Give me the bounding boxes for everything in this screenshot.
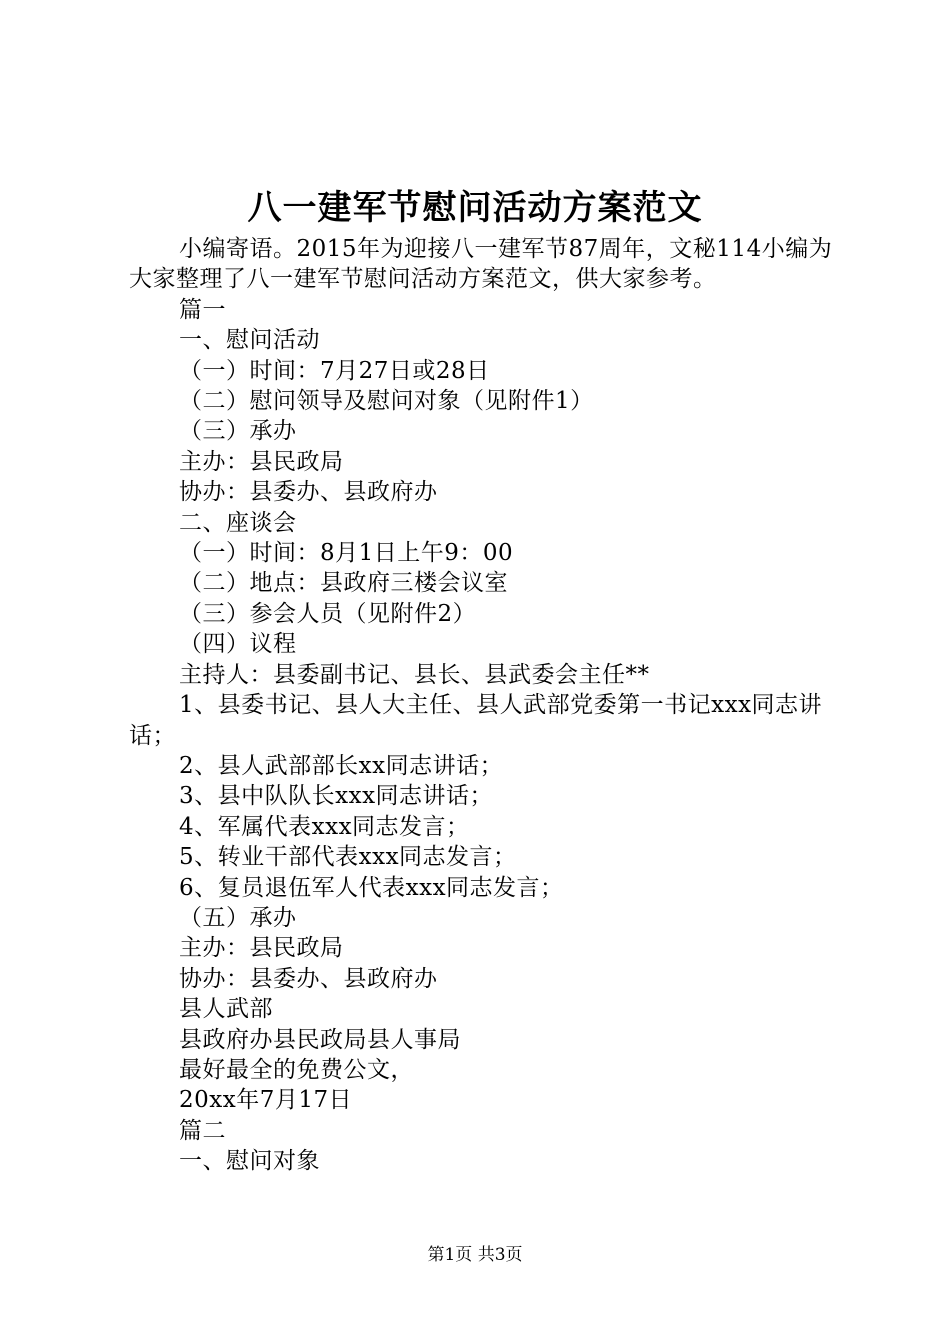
paragraph: 主办：县民政局 (179, 448, 344, 475)
document-body (129, 234, 835, 1177)
paragraph: 协办：县委办、县政府办 (179, 479, 438, 506)
paragraph: 主办：县民政局 (179, 935, 344, 962)
paragraph: 6、复员退伍军人代表xxx同志发言； (179, 874, 564, 901)
paragraph: （一）时间：7月27日或28日 (179, 357, 490, 384)
page-footer: 第1页 共3页 (427, 1245, 523, 1265)
paragraph: 5、转业干部代表xxx同志发言； (179, 844, 517, 871)
paragraph: 4、军属代表xxx同志发言； (179, 813, 470, 840)
paragraph: （三）承办 (179, 418, 297, 445)
paragraph: （一）时间：8月1日上午9：00 (179, 540, 514, 567)
paragraph: 篇一 (179, 296, 226, 323)
paragraph: 县政府办县民政局县人事局 (179, 1026, 461, 1053)
paragraph: （五）承办 (179, 904, 297, 931)
paragraph: 3、县中队队长xxx同志讲话； (179, 783, 494, 810)
paragraph-date: 20xx年7月17日 (179, 1087, 353, 1114)
paragraph: （四）议程 (179, 631, 297, 658)
paragraph: （二）慰问领导及慰问对象（见附件1） (179, 388, 594, 415)
paragraph: 1、县委书记、县人大主任、县人武部党委第一书记xxx同志讲话； (129, 692, 823, 749)
paragraph: 主持人：县委副书记、县长、县武委会主任** (179, 661, 650, 688)
paragraph: 一、慰问活动 (179, 327, 320, 354)
paragraph: 一、慰问对象 (179, 1148, 320, 1175)
paragraph-intro: 小编寄语。2015年为迎接八一建军节87周年，文秘114小编为大家整理了八一建军节慰问活动方案范文，供大家参考。 (129, 236, 833, 293)
paragraph: （三）参会人员（见附件2） (179, 600, 477, 627)
document-title: 八一建军节慰问活动方案范文 (247, 188, 703, 228)
paragraph: 二、座谈会 (179, 509, 297, 536)
paragraph: 2、县人武部部长xx同志讲话； (179, 752, 504, 779)
paragraph: 最好最全的免费公文， (179, 1056, 414, 1083)
paragraph: 协办：县委办、县政府办 (179, 965, 438, 992)
paragraph: 县人武部 (179, 996, 273, 1023)
paragraph: 篇二 (179, 1117, 226, 1144)
paragraph: （二）地点：县政府三楼会议室 (179, 570, 508, 597)
